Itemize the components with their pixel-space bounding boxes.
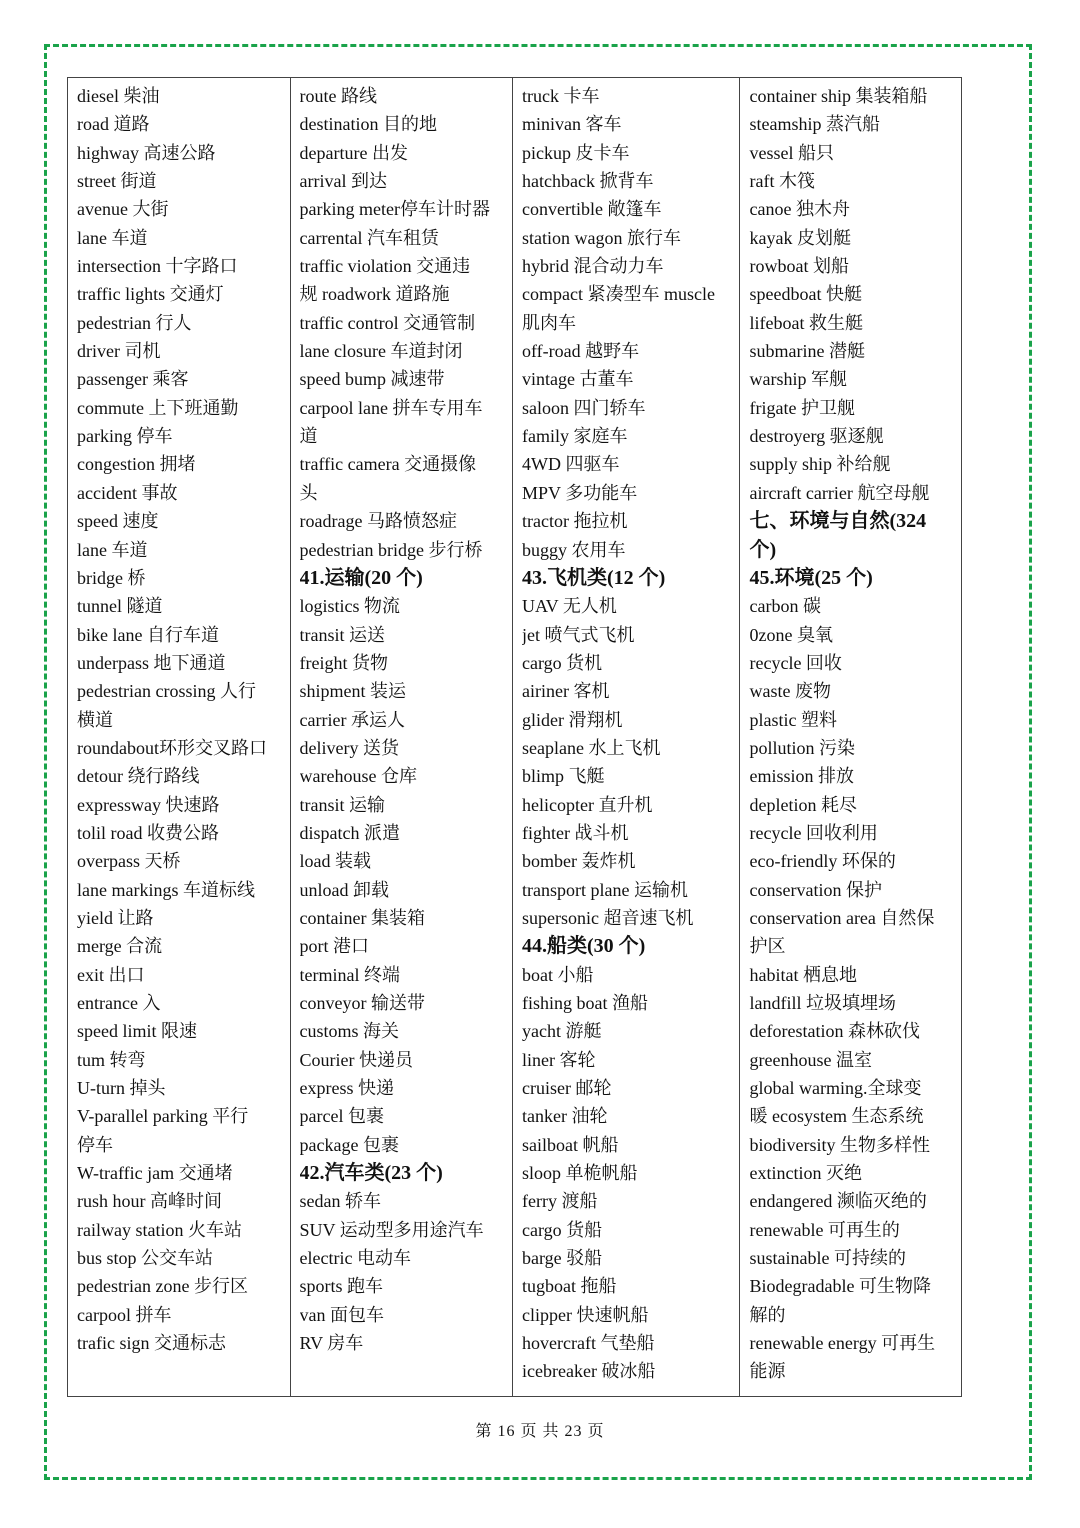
vocab-line: warehouse 仓库 (299, 766, 417, 787)
vocab-line: fishing boat 渔船 (522, 993, 648, 1013)
vocab-line: biodiversity 生物多样性 (749, 1134, 930, 1155)
vocab-line: carrental 汽车租赁 (299, 227, 439, 248)
vocab-line: tractor 拖拉机 (522, 511, 628, 532)
vocab-line: trafic sign 交通标志 (77, 1333, 226, 1354)
vocab-line: bus stop 公交车站 (77, 1248, 214, 1269)
vocab-line: depletion 耗尽 (749, 794, 857, 815)
vocab-line: entrance 入 (77, 993, 161, 1013)
section-heading: 七、环境与自然(324 (749, 510, 927, 533)
column-3 (513, 78, 740, 1396)
vocab-line: fighter 战斗机 (522, 822, 629, 843)
vocab-line: deforestation 森林砍伐 (749, 1021, 920, 1042)
vocab-line: cruiser 邮轮 (522, 1078, 612, 1099)
vocab-line: hybrid 混合动力车 (522, 256, 664, 277)
vocab-line: carpool 拼车 (77, 1304, 172, 1325)
vocab-line: container ship 集装箱船 (749, 86, 928, 106)
vocab-line: Biodegradable 可生物降 (749, 1276, 931, 1297)
vocab-line: family 家庭车 (522, 426, 628, 447)
vocab-line: sloop 单桅帆船 (522, 1163, 638, 1184)
vocab-line: icebreaker 破冰船 (522, 1361, 656, 1382)
vocab-line: detour 绕行路线 (77, 766, 200, 787)
vocab-line: speed 速度 (77, 511, 159, 532)
vocab-line: landfill 垃圾填埋场 (749, 993, 896, 1013)
vocab-line: yacht 游艇 (522, 1021, 602, 1042)
vocab-line: jet 喷气式飞机 (522, 624, 635, 645)
vocab-line: W-traffic jam 交通堵 (77, 1163, 233, 1184)
vocab-line: lane markings 车道标线 (77, 879, 255, 900)
vocab-line: yield 让路 (77, 907, 154, 928)
vocab-line: logistics 物流 (299, 596, 401, 617)
vocab-line: diesel 柴油 (77, 86, 160, 106)
vocab-line: package 包裹 (299, 1134, 399, 1155)
vocab-line: carpool lane 拼车专用车 (299, 397, 483, 418)
vocab-line: plastic 塑料 (749, 709, 837, 730)
vocab-line: lifeboat 救生艇 (749, 312, 863, 333)
vocab-line: passenger 乘客 (77, 369, 189, 390)
vocab-line: bomber 轰炸机 (522, 851, 636, 872)
vocab-line: lane 车道 (77, 227, 148, 248)
vocab-line: 停车 (77, 1134, 113, 1155)
vocab-line: 解的 (749, 1304, 786, 1325)
vocab-line: off-road 越野车 (522, 341, 640, 362)
vocab-line: pickup 皮卡车 (522, 142, 630, 163)
vocab-line: lane closure 车道封闭 (299, 341, 463, 362)
vocab-line: exit 出口 (77, 964, 145, 985)
vocab-line: glider 滑翔机 (522, 709, 623, 730)
vocab-line: tanker 油轮 (522, 1106, 608, 1127)
vocab-line: 能源 (749, 1361, 786, 1382)
vocab-line: bike lane 自行车道 (77, 624, 219, 645)
vocab-line: truck 卡车 (522, 86, 600, 106)
vocab-line: rowboat 划船 (749, 256, 849, 277)
vocab-line: emission 排放 (749, 766, 854, 787)
vocab-line: arrival 到达 (299, 171, 387, 192)
vocab-line: delivery 送货 (299, 737, 399, 758)
vocab-line: cargo 货机 (522, 652, 603, 673)
vocab-line: boat 小船 (522, 964, 594, 985)
vocab-line: hovercraft 气垫船 (522, 1333, 655, 1354)
vocab-line: traffic camera 交通摄像 (299, 454, 477, 475)
vocab-line: renewable 可再生的 (749, 1219, 900, 1240)
vocab-line: speedboat 快艇 (749, 284, 862, 305)
vocab-line: global warming.全球变 (749, 1078, 922, 1099)
vocab-line: pedestrian crossing 人行 (77, 681, 256, 702)
vocab-line: speed bump 减速带 (299, 369, 445, 390)
vocab-line: frigate 护卫舰 (749, 397, 855, 418)
vocab-line: conservation 保护 (749, 879, 882, 900)
vocab-line: traffic control 交通管制 (299, 312, 476, 333)
vocab-line: route 路线 (299, 86, 377, 106)
section-heading: 45.环境(25 个) (749, 566, 873, 589)
vocab-line: eco-friendly 环保的 (749, 851, 896, 872)
vocab-line: buggy 农用车 (522, 539, 626, 560)
vocab-line: warship 军舰 (749, 369, 847, 390)
vocab-line: tolil road 收费公路 (77, 822, 219, 843)
vocab-line: street 街道 (77, 171, 157, 192)
vocab-line: port 港口 (299, 936, 369, 957)
vocab-line: roundabout环形交叉路口 (77, 737, 267, 758)
vocab-line: parking meter停车计时器 (299, 199, 490, 220)
vocab-line: supersonic 超音速飞机 (522, 907, 694, 928)
vocab-line: 横道 (77, 709, 113, 730)
vocab-line: intersection 十字路口 (77, 256, 238, 277)
section-heading: 42.汽车类(23 个) (299, 1162, 443, 1185)
vocab-line: 规 roadwork 道路施 (299, 284, 450, 305)
vocab-line: merge 合流 (77, 936, 163, 957)
page-number-footer: 第 16 页 共 23 页 (475, 1423, 605, 1440)
vocab-line: ferry 渡船 (522, 1191, 598, 1212)
vocab-line: aircraft carrier 航空母舰 (749, 482, 930, 503)
vocab-line: 护区 (749, 936, 786, 957)
vocab-line: submarine 潜艇 (749, 341, 865, 362)
vocab-line: customs 海关 (299, 1021, 400, 1042)
vocab-line: raft 木筏 (749, 171, 815, 192)
vocab-line: UAV 无人机 (522, 596, 617, 617)
vocab-line: dispatch 派遣 (299, 822, 400, 843)
vocab-line: 肌肉车 (522, 312, 576, 333)
vocab-line: canoe 独木舟 (749, 199, 850, 220)
vocab-line: vessel 船只 (749, 142, 834, 163)
vocab-line: steamship 蒸汽船 (749, 114, 880, 135)
vocab-line: roadrage 马路愤怒症 (299, 511, 457, 532)
vocab-line: recycle 回收 (749, 652, 842, 673)
vocab-line: vintage 古董车 (522, 369, 634, 390)
vocab-line: blimp 飞艇 (522, 766, 605, 787)
vocab-line: parcel 包裹 (299, 1106, 384, 1127)
vocab-line: traffic lights 交通灯 (77, 284, 224, 305)
vocab-line: 4WD 四驱车 (522, 454, 620, 475)
vocab-line: minivan 客车 (522, 114, 622, 135)
vocab-line: renewable energy 可再生 (749, 1333, 936, 1354)
vocab-line: shipment 装运 (299, 681, 406, 702)
vocab-line: pedestrian zone 步行区 (77, 1276, 248, 1297)
vocab-line: carbon 碳 (749, 596, 821, 617)
vocab-line: sedan 轿车 (299, 1191, 381, 1212)
vocab-line: saloon 四门轿车 (522, 397, 646, 418)
column-4 (740, 78, 961, 1396)
vocab-line: clipper 快速帆船 (522, 1304, 649, 1325)
vocab-line: traffic violation 交通违 (299, 256, 471, 277)
vocab-line: bridge 桥 (77, 567, 146, 588)
vocab-line: waste 废物 (749, 681, 831, 702)
vocab-line: transit 运送 (299, 624, 385, 645)
vocab-line: barge 驳船 (522, 1248, 603, 1269)
vocab-line: conveyor 输送带 (299, 993, 425, 1013)
vocab-line: SUV 运动型多用途汽车 (299, 1219, 484, 1240)
vocab-line: container 集装箱 (299, 907, 425, 928)
vocab-line: recycle 回收利用 (749, 822, 878, 843)
vocab-line: electric 电动车 (299, 1248, 411, 1269)
vocab-line: terminal 终端 (299, 964, 400, 985)
vocab-line: avenue 大街 (77, 199, 169, 220)
section-heading: 43.飞机类(12 个) (522, 566, 666, 589)
vocab-line: station wagon 旅行车 (522, 227, 681, 248)
vocab-line: V-parallel parking 平行 (77, 1106, 249, 1127)
column-1 (68, 78, 291, 1396)
vocab-line: speed limit 限速 (77, 1021, 197, 1042)
vocab-line: destination 目的地 (299, 114, 437, 135)
vocab-line: load 装载 (299, 851, 371, 872)
vocab-line: kayak 皮划艇 (749, 227, 851, 248)
vocab-line: express 快递 (299, 1078, 394, 1099)
section-heading: 44.船类(30 个) (522, 935, 646, 958)
vocab-line: tum 转弯 (77, 1049, 146, 1070)
vocab-line: driver 司机 (77, 341, 161, 362)
vocab-line: tugboat 拖船 (522, 1276, 617, 1297)
vocab-line: hatchback 掀背车 (522, 171, 654, 192)
vocab-line: extinction 灭绝 (749, 1163, 862, 1184)
vocab-line: road 道路 (77, 114, 150, 135)
vocab-line: pedestrian bridge 步行桥 (299, 539, 483, 560)
vocab-line: convertible 敞篷车 (522, 199, 662, 220)
vocab-line: MPV 多功能车 (522, 482, 638, 503)
vocab-line: RV 房车 (299, 1333, 364, 1354)
vocab-line: 0zone 臭氧 (749, 624, 833, 645)
vocab-line: sustainable 可持续的 (749, 1248, 906, 1269)
vocab-line: highway 高速公路 (77, 142, 216, 163)
vocab-line: helicopter 直升机 (522, 794, 653, 815)
vocab-line: destroyerg 驱逐舰 (749, 426, 884, 447)
vocab-line: van 面包车 (299, 1304, 384, 1325)
section-heading: 个) (749, 538, 777, 561)
vocab-line: congestion 拥堵 (77, 454, 196, 475)
vocab-line: unload 卸载 (299, 879, 389, 900)
vocab-line: carrier 承运人 (299, 709, 405, 730)
vocab-line: accident 事故 (77, 482, 178, 503)
vocab-line: transport plane 运输机 (522, 879, 688, 900)
column-2 (291, 78, 514, 1396)
vocab-line: conservation area 自然保 (749, 907, 935, 928)
vocab-line: transit 运输 (299, 794, 385, 815)
vocab-line: lane 车道 (77, 539, 148, 560)
vocab-line: 头 (299, 482, 318, 503)
vocab-line: railway station 火车站 (77, 1219, 242, 1240)
vocab-line: airiner 客机 (522, 681, 610, 702)
vocab-line: Courier 快递员 (299, 1049, 413, 1070)
vocab-line: rush hour 高峰时间 (77, 1191, 222, 1212)
vocab-line: endangered 濒临灭绝的 (749, 1191, 927, 1212)
vocab-line: pollution 污染 (749, 737, 855, 758)
vocab-line: freight 货物 (299, 652, 388, 673)
vocab-line: cargo 货船 (522, 1219, 603, 1240)
vocab-line: habitat 栖息地 (749, 964, 857, 985)
section-heading: 41.运输(20 个) (299, 566, 423, 589)
vocab-line: commute 上下班通勤 (77, 397, 239, 418)
vocab-line: parking 停车 (77, 426, 173, 447)
vocab-line: sailboat 帆船 (522, 1134, 619, 1155)
vocab-line: 道 (299, 426, 318, 447)
vocab-line: underpass 地下通道 (77, 652, 226, 673)
vocab-line: expressway 快速路 (77, 794, 220, 815)
vocab-line: liner 客轮 (522, 1049, 596, 1070)
vocab-line: compact 紧凑型车 muscle (522, 284, 715, 305)
vocabulary-table (67, 77, 962, 1397)
vocab-line: supply ship 补给舰 (749, 454, 891, 475)
vocab-line: departure 出发 (299, 142, 408, 163)
vocab-line: seaplane 水上飞机 (522, 737, 661, 758)
vocab-line: sports 跑车 (299, 1276, 384, 1297)
vocab-line: greenhouse 温室 (749, 1049, 872, 1070)
vocab-line: 暖 ecosystem 生态系统 (749, 1106, 924, 1127)
vocab-line: overpass 天桥 (77, 851, 181, 872)
vocab-line: tunnel 隧道 (77, 596, 163, 617)
vocab-line: U-turn 掉头 (77, 1078, 166, 1099)
vocab-line: pedestrian 行人 (77, 312, 192, 333)
